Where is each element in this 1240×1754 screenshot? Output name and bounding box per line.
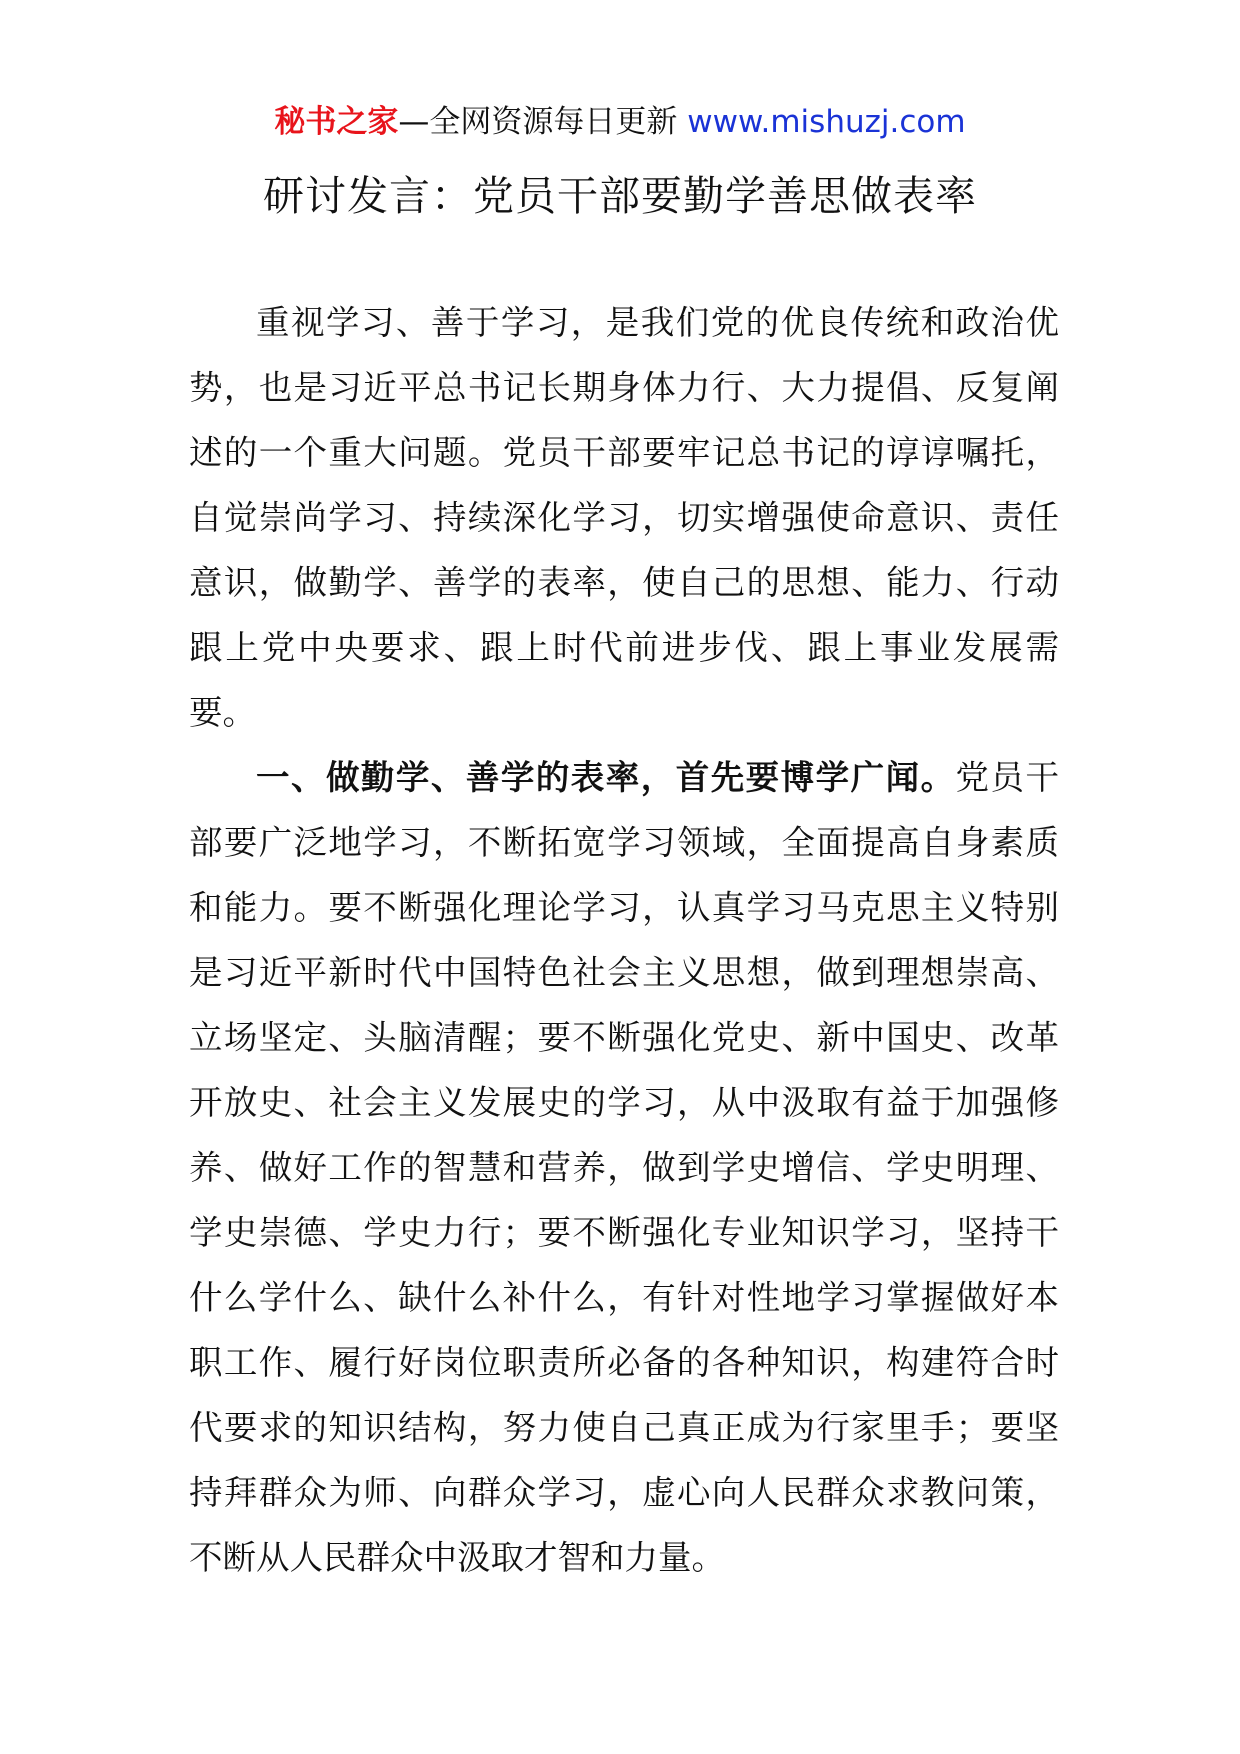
paragraph (189, 290, 1059, 745)
site-header (0, 100, 1240, 144)
paragraph-text: 党员干部要广泛地学习，不断拓宽学习领域，全面提高自身素质和能力。要不断强化理论学习，认真学习马克思主义特别是习近平新时代中国特色社会主义思想，做到理想崇高、立场坚定、头脑清醒；要不断强化党史、新中国史、改革开放史、社会主义发展史的学习，从中汲取有益于加强修养、做好工作的智慧和营养，做到学史增信、学史明理、学史崇德、学史力行；要不断强化专业知识学习，坚持干什么学什么、缺什么补什么，有针对性地学习掌握做好本职工作、履行好岗位职责所必备的各种知识，构建符合时代要求的知识结构，努力使自己真正成为行家里手；要坚持拜群众为师、向群众学习，虚心向人民群众求教问策，不断从人民群众中汲取才智和力量。 (189, 758, 1060, 1577)
document-body (189, 290, 1059, 1590)
paragraph (189, 745, 1059, 1590)
paragraph-text: 重视学习、善于学习，是我们党的优良传统和政治优势，也是习近平总书记长期身体力行、大力提倡、反复阐述的一个重大问题。党员干部要牢记总书记的谆谆嘱托，自觉崇尚学习、持续深化学习，切实增强使命意识、责任意识，做勤学、善学的表率，使自己的思想、能力、行动跟上党中央要求、跟上时代前进步伐、跟上事业发展需要。 (189, 303, 1059, 732)
paragraph-lead: 一、做勤学、善学的表率，首先要博学广闻。 (256, 758, 956, 797)
site-tagline: —全网资源每日更新 (398, 104, 688, 140)
document-title: 研讨发言：党员干部要勤学善思做表率 (263, 172, 977, 220)
site-brand: 秘书之家 (274, 104, 399, 140)
site-url-link[interactable]: www.mishuzj.com (687, 104, 966, 140)
